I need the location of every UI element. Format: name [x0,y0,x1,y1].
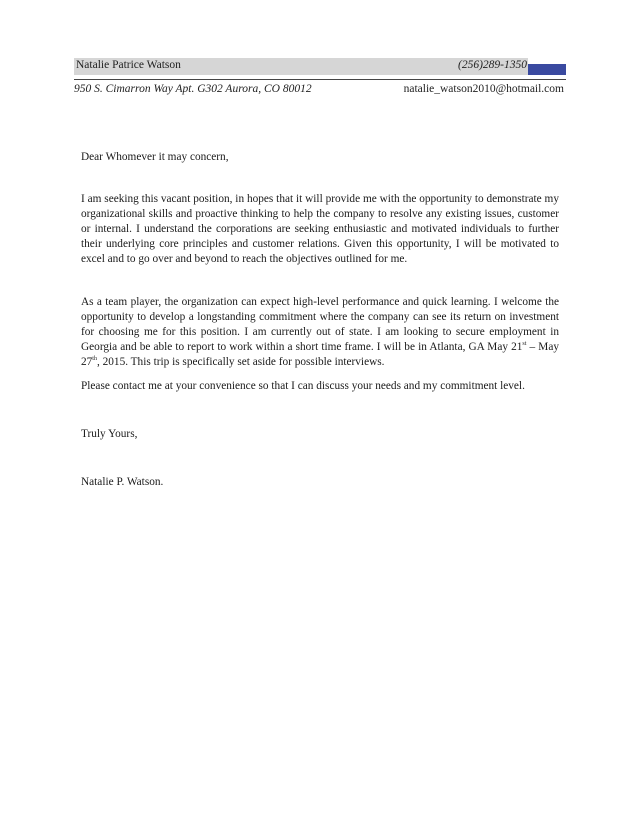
sender-phone: (256)289-1350 [458,59,527,71]
signature: Natalie P. Watson. [81,476,164,488]
ordinal-suffix: st [522,341,527,348]
paragraph-team-player-text: As a team player, the organization can expect high-level performance and quick learning. I welcome the opportunity to develop a longstanding commitment where the company can see its return on investment for choosing me for this position. I am currently out of state. I am looking to secure employment in Georgia and be able to report to work within a short time frame. I will be in Atlanta, GA May 21 [81,296,559,353]
paragraph-contact: Please contact me at your convenience so that I can discuss your needs and my commitment level. [81,380,525,392]
header-accent-block [528,64,566,75]
salutation: Dear Whomever it may concern, [81,151,229,163]
paragraph-team-player [81,295,559,370]
paragraph-team-player-text: – May 27 [81,341,559,368]
letter-body [81,150,559,490]
sender-name: Natalie Patrice Watson [76,59,181,71]
paragraph-team-player-text: , 2015. This trip is specifically set aside for possible interviews. [96,356,385,368]
header-divider [74,79,566,80]
sender-email: natalie_watson2010@hotmail.com [403,83,564,95]
paragraph-intro: I am seeking this vacant position, in hopes that it will provide me with the opportunity to demonstrate my organizational skills and proactive thinking to help the company to resolve any existing issues, customer or internal. I understand the corporations are seeking enthusiastic and motivated individuals to further their underlying core principles and customer relations. Given this opportunity, I will be motivated to excel and to go over and beyond to reach the objectives outlined for me. [81,193,559,265]
sender-address: 950 S. Cimarron Way Apt. G302 Aurora, CO 80012 [74,83,312,95]
ordinal-suffix: th [92,356,97,363]
closing: Truly Yours, [81,428,138,440]
